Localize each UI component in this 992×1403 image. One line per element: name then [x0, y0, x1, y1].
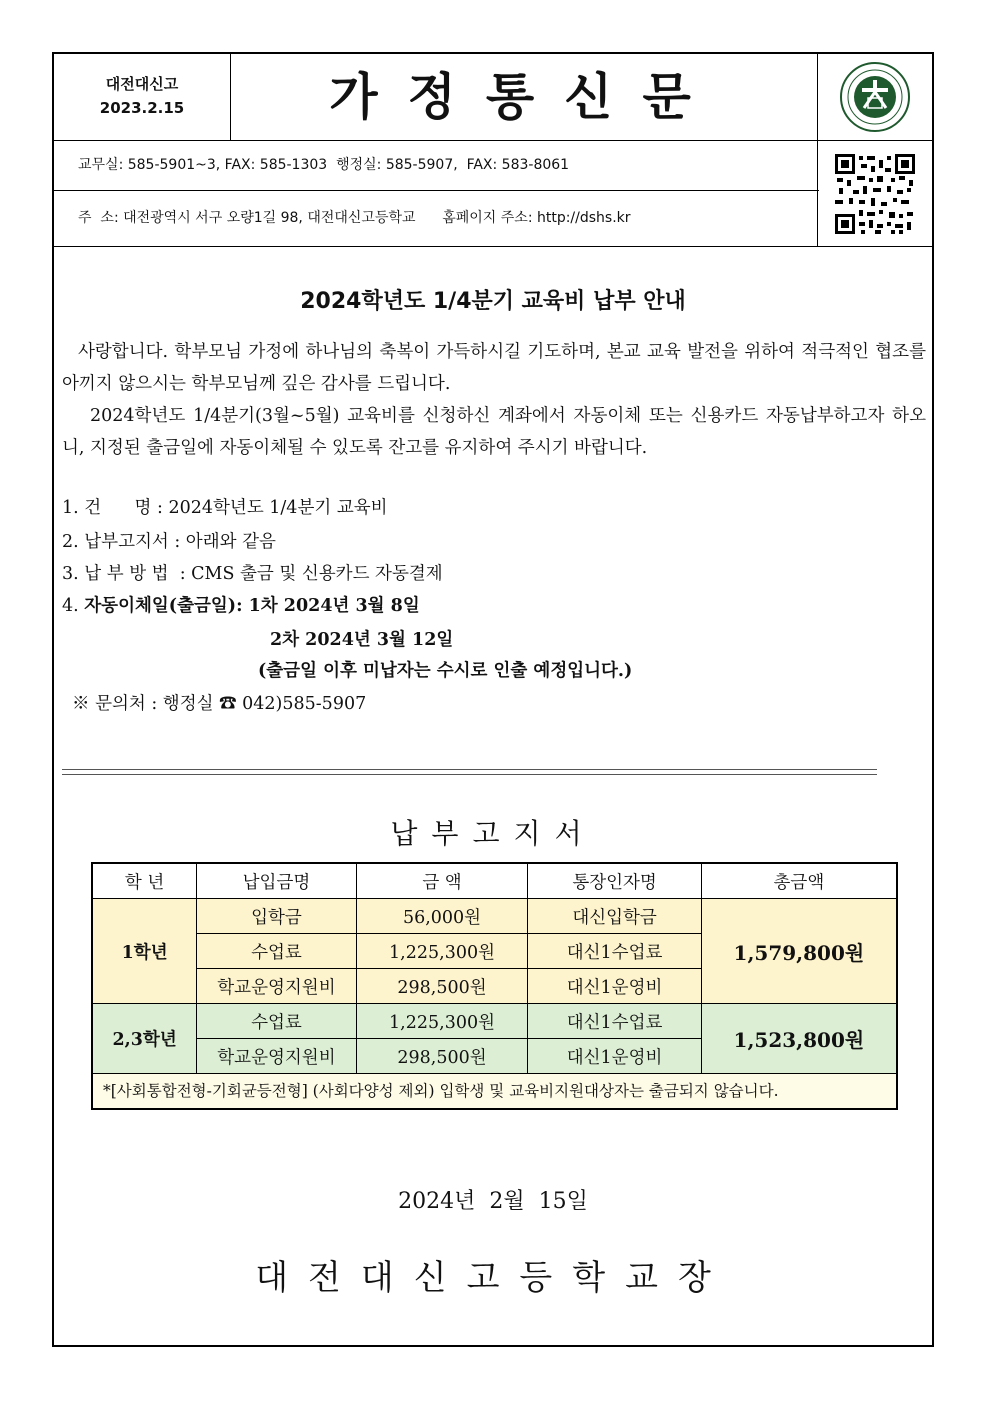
grade-23-label: 2,3학년 — [92, 1004, 197, 1074]
fee-table — [91, 862, 898, 1110]
fee-account-label: 대신1수업료 — [528, 1004, 701, 1039]
school-short-name: 대전대신고 — [105, 75, 179, 93]
table-header-row — [92, 863, 897, 899]
header-total: 총금액 — [701, 863, 897, 899]
fee-item: 입학금 — [197, 899, 356, 934]
header-amount: 금 액 — [356, 863, 528, 899]
document-frame — [52, 52, 934, 1347]
item-number: 4. — [62, 596, 85, 616]
fee-amount: 56,000원 — [356, 899, 528, 934]
inquiry-contact: ※ 문의처 : 행정실 ☎ 042)585-5907 — [72, 694, 367, 714]
grade-1-label: 1학년 — [92, 899, 197, 1004]
contact-phones: 교무실: 585-5901~3, FAX: 585-1303 행정실: 585-5907, FAX: 583-8061 — [54, 140, 819, 191]
header-grade: 학 년 — [92, 863, 197, 899]
fee-item: 수업료 — [197, 934, 356, 969]
qr-code-icon — [817, 140, 932, 246]
header — [54, 54, 932, 141]
fee-form-title: 납부고지서 — [390, 817, 596, 850]
principal-signature: 대전대신고등학교장 — [255, 1258, 731, 1298]
fee-note: *[사회통합전형-기회균등전형] (사회다양성 제외) 입학생 및 교육비지원대상자는 출금되지 않습니다. — [92, 1074, 897, 1110]
notice-title: 2024학년도 1/4분기 교육비 납부 안내 — [300, 289, 686, 314]
header-account-label: 통장인자명 — [528, 863, 701, 899]
school-logo — [817, 54, 932, 140]
fee-item: 수업료 — [197, 1004, 356, 1039]
item-notice: 2. 납부고지서 : 아래와 같음 — [62, 532, 276, 552]
grade-1-total: 1,579,800원 — [701, 899, 897, 1004]
grade-23-total: 1,523,800원 — [701, 1004, 897, 1074]
header-item: 납입금명 — [197, 863, 356, 899]
withdrawal-date-1: 자동이체일(출금일): 1차 2024년 3월 8일 — [84, 596, 420, 616]
contact-address: 주 소: 대전광역시 서구 오량1길 98, 대전대신고등학교 홈페이지 주소: http://dshs.kr — [78, 210, 631, 226]
fee-item: 학교운영지원비 — [197, 1039, 356, 1074]
issue-date: 2024년 2월 15일 — [398, 1189, 588, 1214]
withdrawal-date-2: 2차 2024년 3월 12일 — [270, 630, 454, 650]
fee-amount: 1,225,300원 — [356, 934, 528, 969]
item-method: 3. 납 부 방 법 : CMS 출금 및 신용카드 자동결제 — [62, 564, 443, 584]
item-withdrawal — [62, 592, 420, 617]
fee-amount: 298,500원 — [356, 969, 528, 1004]
table-note-row — [92, 1074, 897, 1110]
divider — [54, 246, 932, 247]
fee-item: 학교운영지원비 — [197, 969, 356, 1004]
greeting-paragraph: 사랑합니다. 학부모님 가정에 하나님의 축복이 가득하시길 기도하며, 본교 교육 발전을 위하여 적극적인 협조를 아끼지 않으시는 학부모님께 깊은 감사를 드립니다. — [62, 342, 926, 394]
table-row — [92, 1004, 897, 1039]
payment-paragraph: 2024학년도 1/4분기(3월~5월) 교육비를 신청하신 계좌에서 자동이체 또는 신용카드 자동납부하고자 하오니, 지정된 출금일에 자동이체될 수 있도록 잔고를 유지하여 주시기 바랍니다. — [62, 406, 926, 458]
withdrawal-note: (출금일 이후 미납자는 수시로 인출 예정입니다.) — [258, 661, 633, 681]
header-meta — [54, 54, 231, 140]
item-subject: 1. 건 명 : 2024학년도 1/4분기 교육비 — [62, 498, 388, 518]
fee-amount: 298,500원 — [356, 1039, 528, 1074]
fee-account-label: 대신입학금 — [528, 899, 701, 934]
double-divider — [62, 769, 877, 775]
table-row — [92, 899, 897, 934]
fee-account-label: 대신1운영비 — [528, 969, 701, 1004]
fee-account-label: 대신1운영비 — [528, 1039, 701, 1074]
fee-amount: 1,225,300원 — [356, 1004, 528, 1039]
page-title: 가정통신문 — [329, 68, 721, 126]
header-date: 2023.2.15 — [99, 99, 185, 117]
fee-account-label: 대신1수업료 — [528, 934, 701, 969]
